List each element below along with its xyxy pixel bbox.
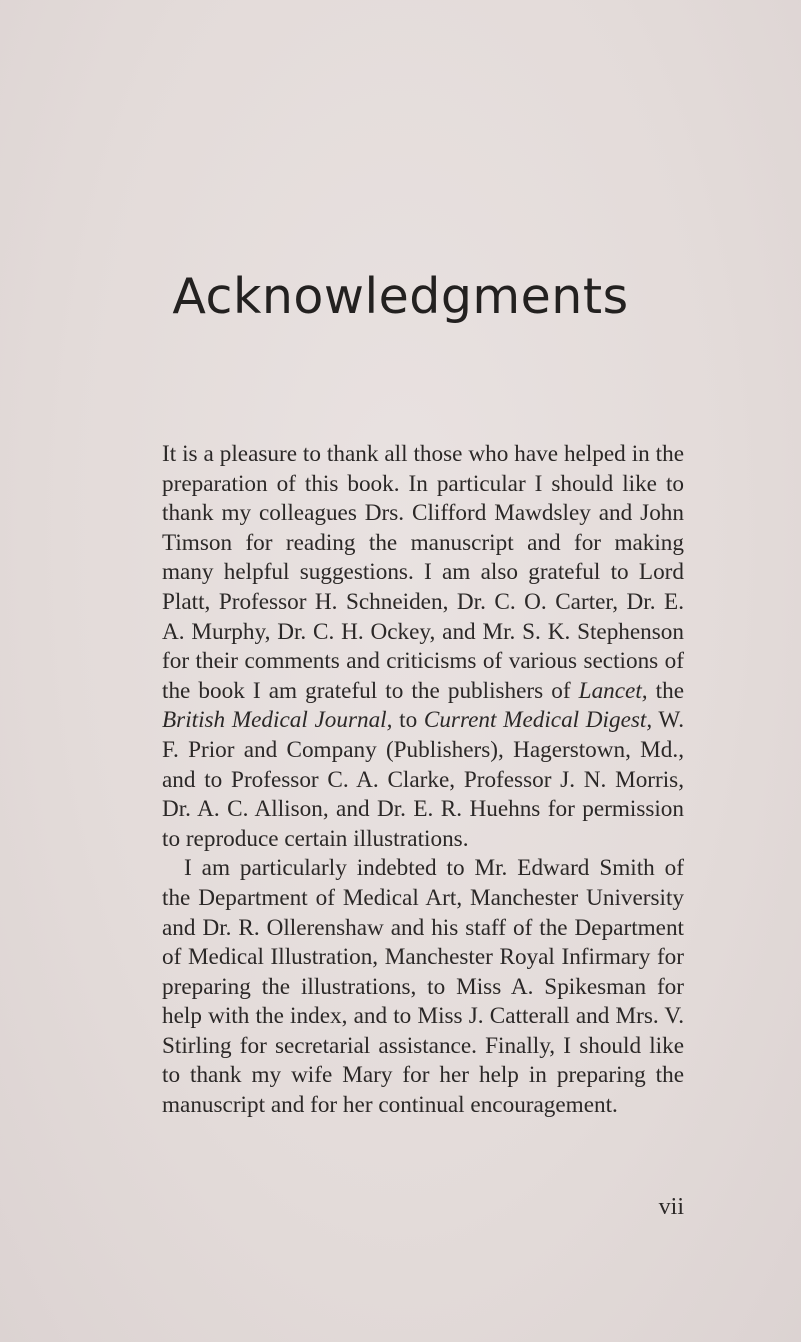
page-title: Acknowledgments <box>172 268 629 325</box>
paragraph-1-text: It is a pleasure to thank all those who have helped in the preparation of this book. In particular I should like to thank my colleagues Drs. Clifford Mawdsley and John Timson for reading the manuscript and for making many helpful suggestions. I am also grateful to Lord Platt, Professor H. Schneiden, Dr. C. O. Carter, Dr. E. A. Murphy, Dr. C. H. Ockey, and Mr. S. K. Stephenson for their comments and criticisms of various sections of the book I am grateful to the publishers of <box>162 441 684 704</box>
paragraph-1-text: W. F. Prior and Company (Publishers), Hagerstown, Md., and to Professor C. A. Clarke, Professor J. N. Morris, Dr. A. C. Allison, and Dr. E. R. Huehns for permission to reproduce certain illustrations. <box>162 707 684 852</box>
journal-title-lancet: Lancet, <box>578 677 648 704</box>
acknowledgments-body <box>162 440 684 1121</box>
paragraph-2: I am particularly indebted to Mr. Edward Smith of the Department of Medical Art, Manchester University and Dr. R. Ollerenshaw and his staff of the Department of Medical Illustration, Manchester Royal Infirmary for preparing the illustrations, to Miss A. Spikesman for help with the index, and to Miss J. Catterall and Mrs. V. Stirling for secretarial assistance. Finally, I should like to thank my wife Mary for her help in preparing the manuscript and for her continual encouragement. <box>162 855 684 1119</box>
journal-title-bmj: British Medical Journal, <box>162 707 393 734</box>
paragraph-1-text: to <box>392 707 424 734</box>
paragraph-1 <box>162 440 684 854</box>
paragraph-1-text: the <box>647 677 684 704</box>
page-number: vii <box>658 1194 684 1220</box>
journal-title-current-medical-digest: Current Medical Digest, <box>423 707 653 734</box>
